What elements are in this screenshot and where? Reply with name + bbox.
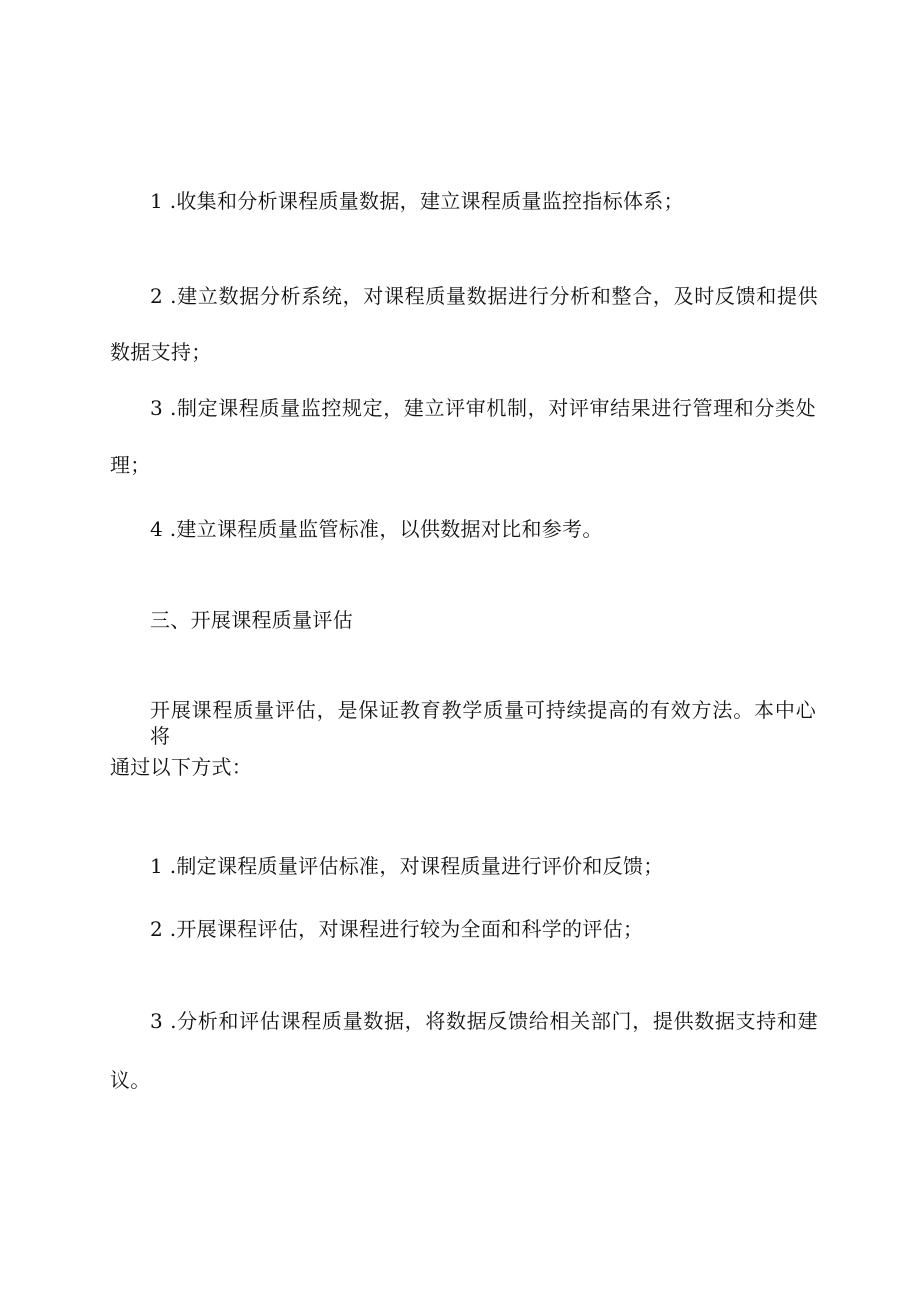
- list-item-text: .开展课程评估，对课程进行较为全面和科学的评估；: [169, 917, 644, 941]
- list-item-number: 1: [150, 189, 164, 213]
- eval-item-3: [150, 1008, 818, 1034]
- list-item-number: 2: [150, 284, 164, 308]
- list-item-2: [150, 283, 818, 309]
- list-item-2-continuation: 数据支持；: [110, 340, 212, 364]
- list-item-number: 1: [150, 854, 164, 878]
- list-item-3: [150, 395, 816, 421]
- list-item-number: 2: [150, 917, 164, 941]
- list-item-1: [150, 188, 684, 214]
- list-item-text: .分析和评估课程质量数据，将数据反馈给相关部门，提供数据支持和建: [170, 1009, 818, 1033]
- list-item-number: 3: [150, 1009, 164, 1033]
- eval-item-1: [150, 853, 664, 879]
- list-item-text: .收集和分析课程质量数据，建立课程质量监控指标体系；: [169, 189, 684, 213]
- list-item-text: .建立课程质量监管标准，以供数据对比和参考。: [169, 517, 603, 541]
- list-item-3-continuation: 理；: [110, 453, 151, 477]
- intro-paragraph-line-2: 通过以下方式：: [110, 755, 253, 779]
- intro-paragraph-line-1: 开展课程质量评估，是保证教育教学质量可持续提高的有效方法。本中心将: [150, 698, 816, 748]
- list-item-number: 4: [150, 517, 164, 541]
- list-item-text: .制定课程质量评估标准，对课程质量进行评价和反馈；: [169, 854, 664, 878]
- section-heading: 三、开展课程质量评估: [150, 608, 353, 632]
- eval-item-2: [150, 916, 643, 942]
- list-item-text: .建立数据分析系统，对课程质量数据进行分析和整合，及时反馈和提供: [170, 284, 818, 308]
- list-item-4: [150, 516, 603, 542]
- eval-item-3-continuation: 议。: [110, 1068, 151, 1092]
- list-item-number: 3: [150, 396, 164, 420]
- list-item-text: .制定课程质量监控规定，建立评审机制，对评审结果进行管理和分类处: [170, 396, 816, 420]
